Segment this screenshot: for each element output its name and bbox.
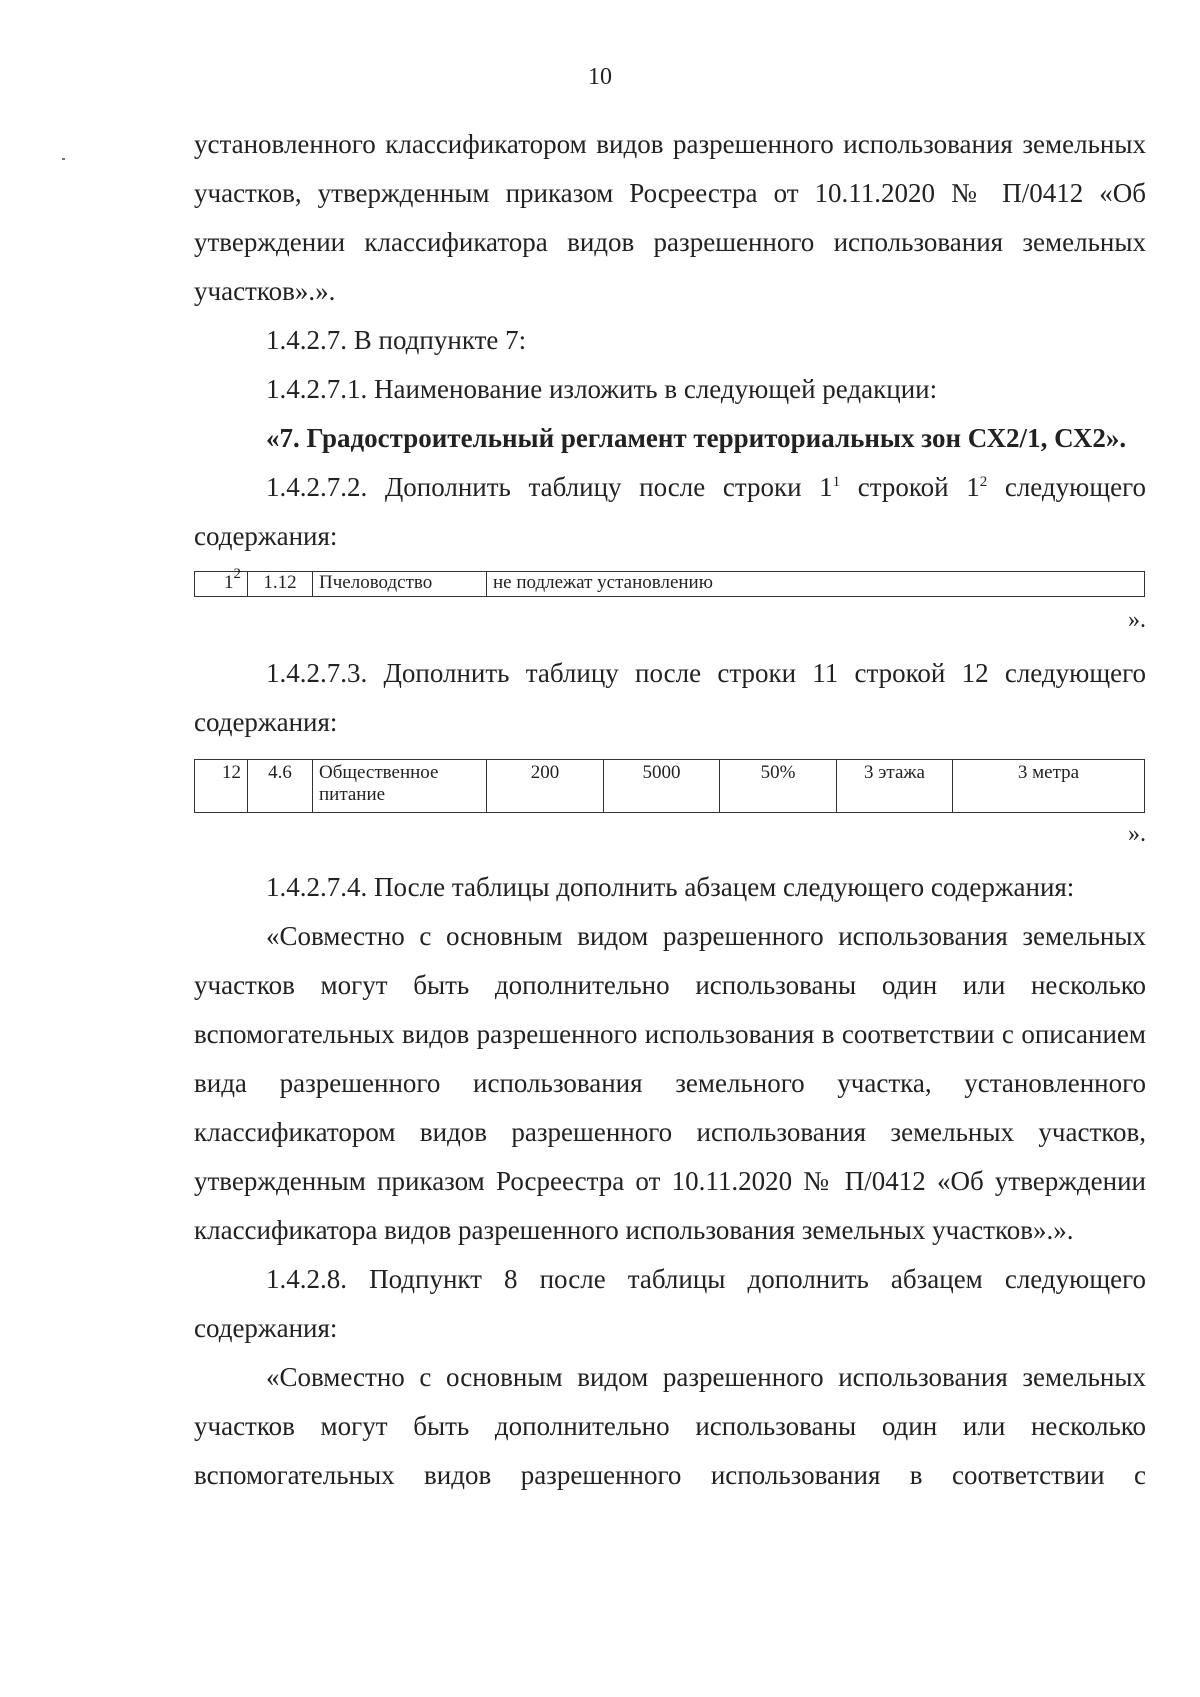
page-number: 10 (588, 64, 612, 90)
document-body (194, 120, 1146, 1500)
table-cell-row-number: $1^2$ (195, 572, 248, 597)
section-heading-7: «7. Градостроительный регламент территориальных зон СХ2/1, СХ2». (266, 423, 1127, 453)
table-cell-coverage: 50% (720, 760, 837, 813)
quote-closing: ». (1128, 821, 1146, 847)
clause-text-prefix: 1.4.2.7.2. Дополнить таблицу после строки 1 (266, 472, 833, 502)
table-cell-use-name: Пчеловодство (313, 572, 487, 597)
superscript: 2 (233, 566, 241, 582)
scan-artifact (62, 158, 65, 160)
table-cell-setback: 3 метра (953, 760, 1145, 813)
clause-1-4-2-8: 1.4.2.8. Подпункт 8 после таблицы дополнить абзацем следующего содержания: (194, 1264, 1146, 1343)
superscript: 1 (832, 474, 841, 490)
paragraph-continuation: установленного классификатором видов разрешенного использования земельных участков, утвержденным приказом Росреестра от 10.11.2020 № П/0412 «Об утверждении классификатора видов разрешенного использования земельных участков».». (194, 129, 1146, 306)
quote-closing: ». (1128, 607, 1146, 633)
table-cell-floors: 3 этажа (837, 760, 953, 813)
table-cell-code: 1.12 (248, 572, 313, 597)
clause-1-4-2-7: 1.4.2.7. В подпункте 7: (266, 325, 527, 355)
table-row (195, 572, 1145, 597)
superscript: 2 (979, 474, 988, 490)
table-cell-max-area: 5000 (604, 760, 720, 813)
amendment-table-row-12 (194, 759, 1145, 813)
clause-text-suffix: следующего содержания: (194, 472, 1147, 551)
clause-text-middle: строкой 1 (840, 472, 980, 502)
clause-1-4-2-7-3: 1.4.2.7.3. Дополнить таблицу после строки 11 строкой 12 следующего содержания: (194, 658, 1146, 737)
table-cell-code: 4.6 (248, 760, 313, 813)
clause-1-4-2-7-1: 1.4.2.7.1. Наименование изложить в следующей редакции: (266, 374, 938, 404)
clause-1-4-2-7-2 (194, 463, 1146, 561)
quoted-paragraph: «Совместно с основным видом разрешенного использования земельных участков могут быть дополнительно использованы один или несколько вспомогательных видов разрешенного использования в соответствии с описанием вида разрешенного использования земельного участка, установленного классификатором видов разрешенного использования земельных участков, утвержденным приказом Росреестра от 10.11.2020 № П/0412 «Об утверждении классификатора видов разрешенного использования земельных участков».». (194, 921, 1146, 1245)
clause-1-4-2-7-4: 1.4.2.7.4. После таблицы дополнить абзацем следующего содержания: (266, 872, 1075, 902)
quoted-paragraph-continued: «Совместно с основным видом разрешенного использования земельных участков могут быть дополнительно использованы один или несколько вспомогательных видов разрешенного использования в соответствии с (194, 1362, 1146, 1490)
table-cell-min-area: 200 (487, 760, 604, 813)
table-cell-use-name: Общественное питание (313, 760, 487, 813)
table-cell-row-number: 12 (195, 760, 248, 813)
table-row (195, 760, 1145, 813)
table-cell-parameters: не подлежат установлению (487, 572, 1145, 597)
amendment-table-row-1-2 (194, 566, 1145, 597)
